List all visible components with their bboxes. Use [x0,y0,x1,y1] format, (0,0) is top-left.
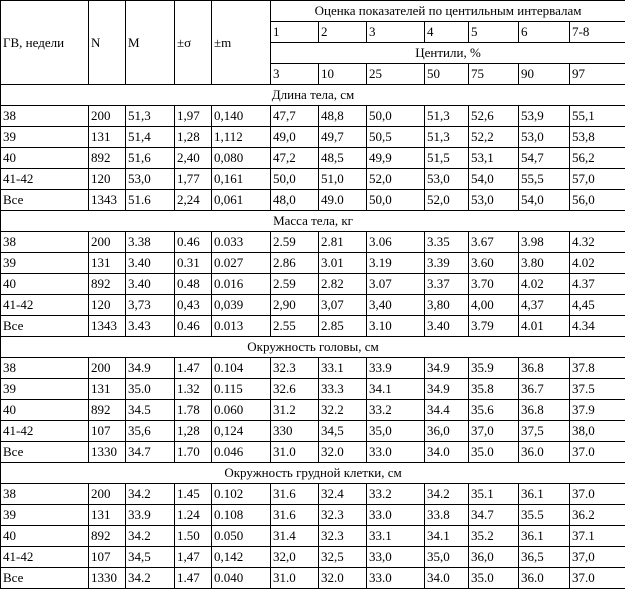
table-row [1,232,625,253]
table-cell: 2.59 [271,232,319,253]
table-cell: 35.6 [469,400,519,421]
table-cell: 0,124 [212,421,271,442]
section-row [1,85,625,106]
table-cell: 1.47 [175,358,212,379]
table-cell: 56,0 [570,190,625,211]
table-cell: 35.9 [469,358,519,379]
table-cell: 0,140 [212,106,271,127]
table-cell: 36,5 [519,547,570,568]
table-cell: 31.6 [271,484,319,505]
table-cell: 34.9 [126,358,175,379]
table-cell: 0.31 [175,253,212,274]
table-cell: 35,0 [425,547,469,568]
header-m: M [126,1,175,85]
table-cell: 0.102 [212,484,271,505]
table-cell: 33.0 [367,442,425,463]
table-cell: 53,0 [425,169,469,190]
table-cell: 0.050 [212,526,271,547]
table-cell: 40 [1,526,89,547]
table-cell: 56,2 [570,148,625,169]
table-cell: 39 [1,505,89,526]
table-cell: 49,9 [367,148,425,169]
table-cell: 37,5 [519,421,570,442]
section-title: Окружность головы, см [1,337,625,358]
table-cell: 200 [89,358,126,379]
table-cell: 34.0 [425,568,469,589]
table-cell: 3.01 [319,253,367,274]
table-cell: 34.2 [126,568,175,589]
table-cell: 200 [89,106,126,127]
table-row [1,169,625,190]
table-cell: 1,28 [175,421,212,442]
table-cell: 1330 [89,442,126,463]
table-cell: 36.0 [519,568,570,589]
table-cell: 0,061 [212,190,271,211]
table-cell: 892 [89,148,126,169]
table-cell: 35.0 [469,442,519,463]
table-cell: 1343 [89,316,126,337]
table-cell: 35.8 [469,379,519,400]
table-cell: 37.5 [570,379,625,400]
table-cell: 2.81 [319,232,367,253]
table-cell: 120 [89,169,126,190]
table-cell: 1,97 [175,106,212,127]
table-cell: 330 [271,421,319,442]
table-cell: 0.46 [175,232,212,253]
table-cell: 51,6 [126,148,175,169]
table-cell: 38,0 [570,421,625,442]
table-cell: 53,9 [519,106,570,127]
table-cell: 54,0 [519,190,570,211]
table-cell: 2.85 [319,316,367,337]
table-cell: 55,5 [519,169,570,190]
table-cell: 37.8 [570,358,625,379]
table-cell: 49,7 [319,127,367,148]
table-cell: 51,0 [319,169,367,190]
table-cell: 2,24 [175,190,212,211]
table-cell: 33,0 [367,547,425,568]
table-cell: 1,28 [175,127,212,148]
section-title: Масса тела, кг [1,211,625,232]
table-cell: 0.108 [212,505,271,526]
table-row [1,316,625,337]
table-cell: 2,90 [271,295,319,316]
table-cell: 33.1 [367,526,425,547]
table-cell: 32,0 [271,547,319,568]
table-cell: 36.7 [519,379,570,400]
table-cell: 1.24 [175,505,212,526]
centile-cell: 25 [367,64,425,85]
table-cell: 892 [89,400,126,421]
table-cell: 53,0 [469,190,519,211]
table-cell: 0,161 [212,169,271,190]
table-cell: 3.40 [126,274,175,295]
table-cell: 3.80 [519,253,570,274]
table-cell: 1,77 [175,169,212,190]
table-cell: 0.060 [212,400,271,421]
table-cell: 892 [89,274,126,295]
table-cell: 32,5 [319,547,367,568]
table-cell: 54,0 [469,169,519,190]
table-row [1,421,625,442]
table-cell: 32.0 [319,442,367,463]
table-cell: 33.8 [425,505,469,526]
table-cell: 49,0 [271,127,319,148]
table-cell: 131 [89,379,126,400]
table-cell: 0.104 [212,358,271,379]
table-cell: 0.040 [212,568,271,589]
table-cell: 4.01 [519,316,570,337]
table-cell: Все [1,316,89,337]
table-cell: 0,43 [175,295,212,316]
table-cell: 47,2 [271,148,319,169]
table-cell: 36,0 [425,421,469,442]
table-cell: 0.046 [212,442,271,463]
table-cell: 3.38 [126,232,175,253]
centile-cell: 97 [570,64,625,85]
table-row [1,148,625,169]
header-sigma: ±σ [175,1,212,85]
table-cell: 36.8 [519,400,570,421]
table-cell: 3.79 [469,316,519,337]
section-title: Окружность грудной клетки, см [1,463,625,484]
table-cell: 47,7 [271,106,319,127]
table-cell: 31.4 [271,526,319,547]
table-row [1,253,625,274]
table-cell: 1.47 [175,568,212,589]
table-cell: 4.02 [519,274,570,295]
interval-cell: 6 [519,22,570,43]
table-cell: 3.40 [126,253,175,274]
table-cell: 54,7 [519,148,570,169]
table-cell: 4,37 [519,295,570,316]
table-cell: Все [1,568,89,589]
table-cell: 4.02 [570,253,625,274]
table-cell: 2.59 [271,274,319,295]
table-row [1,358,625,379]
table-cell: 51,3 [126,106,175,127]
table-cell: 0.115 [212,379,271,400]
table-row [1,400,625,421]
table-cell: 34.0 [425,442,469,463]
section-row [1,463,625,484]
table-cell: 33.2 [367,400,425,421]
centile-cell: 3 [271,64,319,85]
table-cell: 57,0 [570,169,625,190]
section-title: Длина тела, см [1,85,625,106]
table-row [1,274,625,295]
table-cell: 3.19 [367,253,425,274]
table-cell: 50,0 [367,106,425,127]
table-cell: 53,1 [469,148,519,169]
table-cell: 1.32 [175,379,212,400]
table-cell: 2.86 [271,253,319,274]
table-cell: 37.9 [570,400,625,421]
table-cell: 48,5 [319,148,367,169]
table-cell: 37.0 [570,484,625,505]
table-cell: 3.70 [469,274,519,295]
interval-cell: 1 [271,22,319,43]
table-cell: 38 [1,232,89,253]
table-cell: 37,0 [570,547,625,568]
interval-cell: 5 [469,22,519,43]
centile-cell: 75 [469,64,519,85]
table-cell: 34.7 [126,442,175,463]
table-cell: 52,6 [469,106,519,127]
table-cell: 33.9 [126,505,175,526]
table-cell: 31.2 [271,400,319,421]
centile-cell: 50 [425,64,469,85]
table-cell: Все [1,190,89,211]
table-cell: 32.6 [271,379,319,400]
table-cell: 3.06 [367,232,425,253]
table-body [1,1,625,589]
table-cell: 35.0 [126,379,175,400]
table-cell: 3,07 [319,295,367,316]
table-cell: 34.1 [425,526,469,547]
centile-cell: 10 [319,64,367,85]
table-cell: 3.43 [126,316,175,337]
table-cell: 0,142 [212,547,271,568]
table-cell: 50,5 [367,127,425,148]
table-cell: 1330 [89,568,126,589]
table-cell: 33.0 [367,505,425,526]
table-cell: 51,3 [425,127,469,148]
table-cell: 0.033 [212,232,271,253]
table-cell: 48,8 [319,106,367,127]
table-cell: 41-42 [1,547,89,568]
table-cell: 200 [89,484,126,505]
table-cell: 3.07 [367,274,425,295]
table-row [1,526,625,547]
table-cell: 37.0 [570,568,625,589]
table-cell: 40 [1,148,89,169]
header-centiles-title: Центили, % [271,43,625,64]
header-n: N [89,1,126,85]
table-cell: 3.10 [367,316,425,337]
table-cell: 37.1 [570,526,625,547]
table-cell: 35.5 [519,505,570,526]
table-cell: 31.6 [271,505,319,526]
table-cell: 2.55 [271,316,319,337]
table-cell: 0.016 [212,274,271,295]
table-cell: 37.0 [570,442,625,463]
table-cell: 35.2 [469,526,519,547]
table-cell: 51,3 [425,106,469,127]
table-row [1,568,625,589]
table-cell: 4,00 [469,295,519,316]
interval-cell: 2 [319,22,367,43]
table-cell: 34.9 [425,358,469,379]
table-cell: 53,0 [519,127,570,148]
table-cell: 1,47 [175,547,212,568]
table-cell: 33.9 [367,358,425,379]
table-cell: 35,0 [367,421,425,442]
table-cell: 131 [89,127,126,148]
table-row [1,127,625,148]
header-pm: ±m [212,1,271,85]
table-cell: 34.4 [425,400,469,421]
table-cell: 49.0 [319,190,367,211]
table-cell: 32.3 [271,358,319,379]
table-cell: 48,0 [271,190,319,211]
table-cell: 40 [1,274,89,295]
table-cell: 131 [89,505,126,526]
table-cell: Все [1,442,89,463]
table-cell: 0.48 [175,274,212,295]
table-row [1,484,625,505]
table-cell: 36.1 [519,484,570,505]
table-cell: 39 [1,253,89,274]
table-cell: 33.3 [319,379,367,400]
interval-cell: 3 [367,22,425,43]
table-cell: 31.0 [271,442,319,463]
table-cell: 34.2 [126,526,175,547]
table-cell: 38 [1,484,89,505]
table-cell: 36,0 [469,547,519,568]
table-cell: 38 [1,106,89,127]
table-cell: 34.7 [469,505,519,526]
table-cell: 35,6 [126,421,175,442]
interval-cell: 4 [425,22,469,43]
table-cell: 3.60 [469,253,519,274]
table-cell: 51,5 [425,148,469,169]
table-cell: 52,0 [425,190,469,211]
table-cell: 40 [1,400,89,421]
table-row [1,190,625,211]
table-cell: 4.34 [570,316,625,337]
table-cell: 131 [89,253,126,274]
table-cell: 55,1 [570,106,625,127]
table-cell: 35.1 [469,484,519,505]
table-cell: 4.32 [570,232,625,253]
table-cell: 3.39 [425,253,469,274]
table-row [1,106,625,127]
table-cell: 32.3 [319,526,367,547]
interval-cell: 7-8 [570,22,625,43]
header-row-1 [1,1,625,22]
table-cell: 2.82 [319,274,367,295]
table-cell: 0.013 [212,316,271,337]
table-cell: 1,112 [212,127,271,148]
table-cell: 4,45 [570,295,625,316]
table-cell: 3.40 [425,316,469,337]
table-cell: 0.46 [175,316,212,337]
centile-cell: 90 [519,64,570,85]
table-cell: 1343 [89,190,126,211]
table-cell: 200 [89,232,126,253]
table-cell: 34.5 [126,400,175,421]
table-cell: 107 [89,421,126,442]
table-cell: 51,4 [126,127,175,148]
table-cell: 41-42 [1,421,89,442]
table-cell: 33.1 [319,358,367,379]
table-cell: 34.2 [425,484,469,505]
table-cell: 34,5 [126,547,175,568]
table-row [1,505,625,526]
table-cell: 31.0 [271,568,319,589]
table-cell: 0,080 [212,148,271,169]
table-row [1,379,625,400]
table-cell: 36.0 [519,442,570,463]
table-cell: 50,0 [271,169,319,190]
header-gv: ГВ, недели [1,1,89,85]
table-cell: 39 [1,127,89,148]
table-cell: 3.35 [425,232,469,253]
table-cell: 52,0 [367,169,425,190]
table-cell: 892 [89,526,126,547]
table-cell: 33.0 [367,568,425,589]
table-cell: 34.2 [126,484,175,505]
table-cell: 3,40 [367,295,425,316]
table-cell: 32.2 [319,400,367,421]
table-cell: 37,0 [469,421,519,442]
section-row [1,211,625,232]
table-cell: 0,039 [212,295,271,316]
table-row [1,295,625,316]
table-cell: 120 [89,295,126,316]
table-cell: 36.8 [519,358,570,379]
table-cell: 1.45 [175,484,212,505]
table-cell: 33.2 [367,484,425,505]
table-cell: 41-42 [1,295,89,316]
table-cell: 107 [89,547,126,568]
table-cell: 3,80 [425,295,469,316]
table-cell: 51.6 [126,190,175,211]
table-cell: 41-42 [1,169,89,190]
table-cell: 38 [1,358,89,379]
table-cell: 3.37 [425,274,469,295]
table-cell: 35.0 [469,568,519,589]
table-cell: 3.67 [469,232,519,253]
table-row [1,442,625,463]
table-cell: 36.2 [570,505,625,526]
section-row [1,337,625,358]
table-cell: 50,0 [367,190,425,211]
table-cell: 4.37 [570,274,625,295]
table-cell: 32.4 [319,484,367,505]
table-cell: 34,5 [319,421,367,442]
table-cell: 2,40 [175,148,212,169]
table-cell: 0.027 [212,253,271,274]
table-cell: 3,73 [126,295,175,316]
table-cell: 1.50 [175,526,212,547]
table-cell: 52,2 [469,127,519,148]
table-cell: 1.70 [175,442,212,463]
table-cell: 32.3 [319,505,367,526]
table-cell: 53,8 [570,127,625,148]
table-cell: 39 [1,379,89,400]
table-cell: 53,0 [126,169,175,190]
table-cell: 34.9 [425,379,469,400]
table-cell: 3.98 [519,232,570,253]
table-cell: 32.0 [319,568,367,589]
table-cell: 36.1 [519,526,570,547]
header-assessment: Оценка показателей по центильным интервалам [271,1,625,22]
table-cell: 34.1 [367,379,425,400]
table-cell: 1.78 [175,400,212,421]
